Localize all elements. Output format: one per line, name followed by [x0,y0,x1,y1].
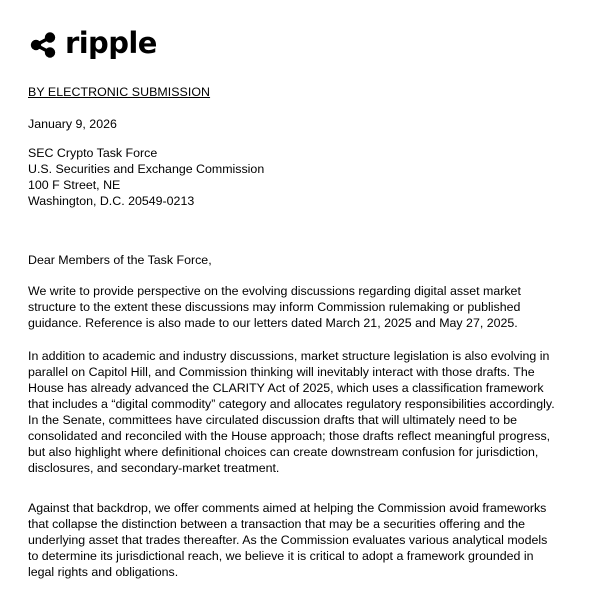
paragraph-line: legal rights and obligations. [28,565,179,579]
salutation: Dear Members of the Task Force, [28,253,212,267]
paragraph-line: but also highlight where definitional choices can create downstream confusion for jurisdiction, [28,445,539,459]
ripple-logo [28,27,157,63]
paragraph-backdrop [28,500,576,580]
paragraph-line: In the Senate, committees have circulated discussion drafts that will ultimately need to be [28,413,517,427]
paragraph-legislation [28,348,576,476]
paragraph-line: that collapse the distinction between a transaction that may be a securities offering and the [28,517,526,531]
paragraph-line: to determine its jurisdictional reach, we believe it is critical to adopt a framework grounded in [28,549,534,563]
paragraph-line: parallel on Capitol Hill, and Commission thinking will inevitably interact with those drafts. The [28,365,535,379]
paragraph-intro [28,283,576,331]
paragraph-line: Against that backdrop, we offer comments aimed at helping the Commission avoid frameworks [28,501,547,515]
recipient-line: Washington, D.C. 20549-0213 [28,194,195,208]
recipient-line: U.S. Securities and Exchange Commission [28,162,265,176]
paragraph-line: disclosures, and secondary-market treatment. [28,461,280,475]
paragraph-line: consolidated and reconciled with the House approach; those drafts reflect meaningful progress, [28,429,551,443]
recipient-line: 100 F Street, NE [28,178,121,192]
paragraph-line: In addition to academic and industry discussions, market structure legislation is also evolving in [28,349,550,363]
recipient-line: SEC Crypto Task Force [28,146,158,160]
paragraph-line: House has already advanced the CLARITY Act of 2025, which uses a classification framework [28,381,544,395]
recipient-address [28,145,264,209]
ripple-wordmark: ripple [65,26,157,60]
submission-label: BY ELECTRONIC SUBMISSION [28,85,211,99]
paragraph-line: underlying asset that trades thereafter. As the Commission evaluates various analytical models [28,533,548,547]
paragraph-line: that includes a “digital commodity” category and allocates regulatory responsibilities accordingly. [28,397,555,411]
letter-date: January 9, 2026 [28,117,117,131]
paragraph-line: structure to the extent these discussions may inform Commission rulemaking or published [28,300,521,314]
ripple-logo-icon [28,31,60,59]
paragraph-line: We write to provide perspective on the evolving discussions regarding digital asset market [28,284,521,298]
paragraph-line: guidance. Reference is also made to our letters dated March 21, 2025 and May 27, 2025. [28,316,518,330]
